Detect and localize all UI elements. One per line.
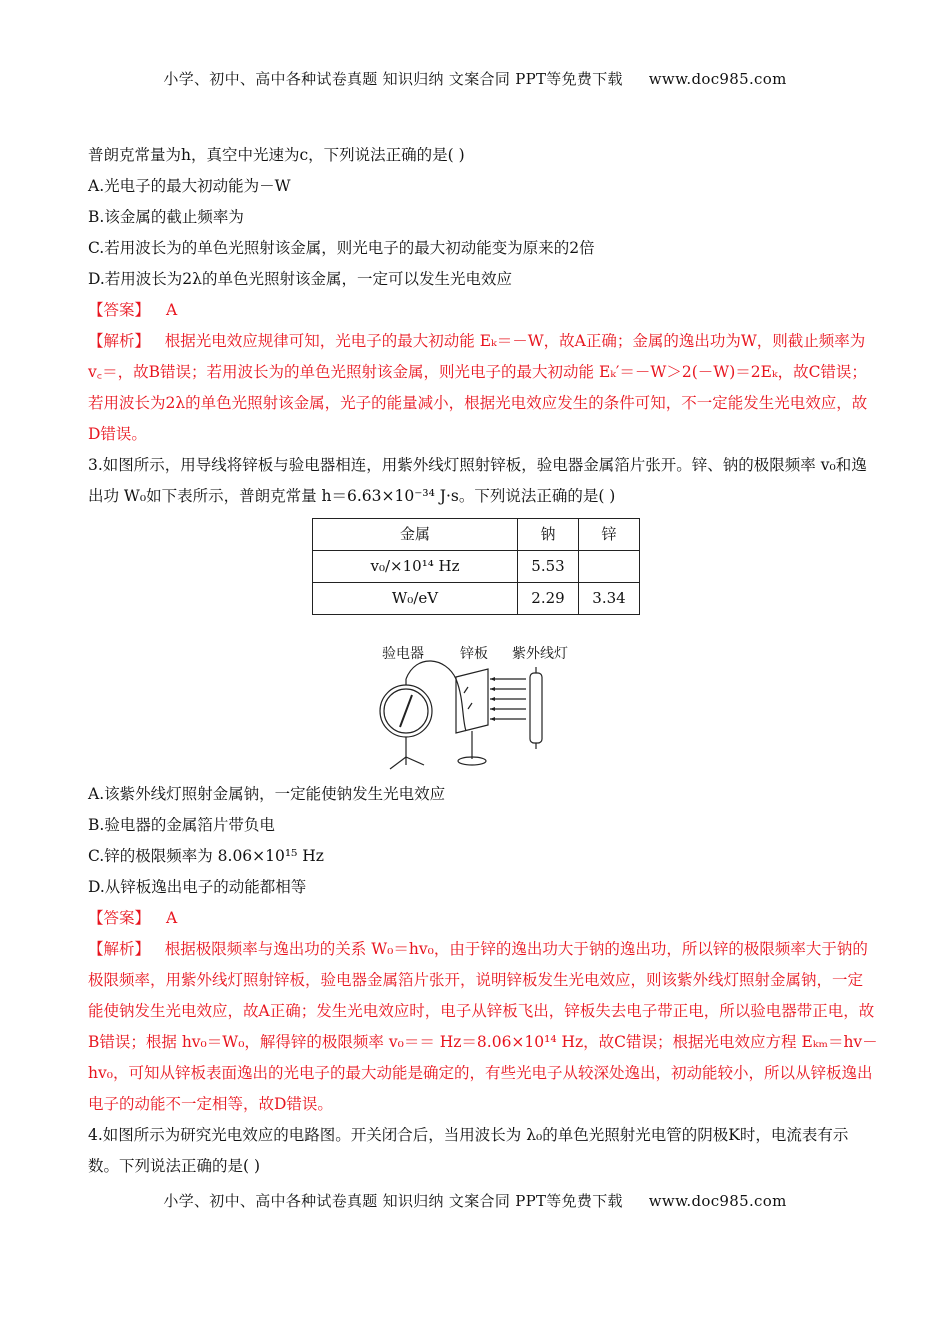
q3-option-d: D.从锌板逸出电子的动能都相等 [88, 878, 307, 896]
table-row [313, 551, 640, 583]
header-text: 小学、初中、高中各种试卷真题 知识归纳 文案合同 PPT等免费下载 [163, 70, 623, 88]
header-url[interactable]: www.doc985.com [648, 70, 787, 88]
connecting-wire [406, 661, 466, 731]
figure-label-electroscope: 验电器 [382, 646, 424, 662]
table-cell: 金属 [313, 519, 518, 551]
table-cell: v₀/×10¹⁴ Hz [313, 551, 518, 583]
apparatus-figure [376, 639, 592, 779]
q3-analysis-block [88, 934, 878, 1120]
q3-option-c: C.锌的极限频率为 8.06×10¹⁵ Hz [88, 847, 324, 865]
zinc-plate [456, 669, 488, 733]
q2-stem: 普朗克常量为h，真空中光速为c，下列说法正确的是( ) [88, 146, 465, 164]
q2-answer-tag: 【答案】 [88, 301, 151, 319]
q3-answer-tag: 【答案】 [88, 909, 151, 927]
apparatus-drawing [376, 639, 592, 779]
footer-url[interactable]: www.doc985.com [648, 1192, 787, 1210]
q3-option-b: B.验电器的金属箔片带负电 [88, 816, 275, 834]
q2-answer: A [166, 301, 178, 319]
q3-stem: 3.如图所示，用导线将锌板与验电器相连，用紫外线灯照射锌板，验电器金属箔片张开。锌、钠的极限频率 v₀和逸出功 W₀如下表所示，普朗克常量 h＝6.63×10⁻³⁴ J·s。下列说法正确的是( ) [88, 456, 867, 505]
table-cell: 3.34 [579, 583, 640, 615]
metal-table [312, 518, 640, 615]
figure-label-zinc-plate: 锌板 [460, 646, 488, 662]
q2-analysis-block [88, 326, 878, 450]
table-cell [579, 551, 640, 583]
page-header [0, 68, 950, 89]
q3-option-a: A.该紫外线灯照射金属钠，一定能使钠发生光电效应 [88, 785, 446, 803]
q2-option-d: D.若用波长为2λ的单色光照射该金属，一定可以发生光电效应 [88, 270, 512, 288]
table-cell: W₀/eV [313, 583, 518, 615]
q3-answer: A [166, 909, 178, 927]
table-cell: 钠 [518, 519, 579, 551]
uv-lamp-tube [530, 673, 542, 743]
table-cell: 2.29 [518, 583, 579, 615]
q2-option-c: C.若用波长为的单色光照射该金属，则光电子的最大初动能变为原来的2倍 [88, 239, 595, 257]
footer-text: 小学、初中、高中各种试卷真题 知识归纳 文案合同 PPT等免费下载 [163, 1192, 623, 1210]
q2-analysis: 根据光电效应规律可知，光电子的最大初动能 Eₖ＝－W，故A正确；金属的逸出功为W，则截止频率为 v꜀＝，故B错误；若用波长为的单色光照射该金属，则光电子的最大初动能 Eₖ′＝－W＞2(－W)＝2Eₖ，故C错误；若用波长为2λ的单色光照射该金属，光子的能量减小，根据光电效应发生的条件可知，不一定能发生光电效应，故D错误。 [88, 332, 868, 443]
table-cell: 锌 [579, 519, 640, 551]
q2-analysis-tag: 【解析】 [88, 332, 151, 350]
table-cell: 5.53 [518, 551, 579, 583]
q2-option-b: B.该金属的截止频率为 [88, 208, 244, 226]
q2-answer-row [88, 295, 878, 326]
document-body [88, 140, 878, 1182]
q2-option-a: A.光电子的最大初动能为－W [88, 177, 291, 195]
q4-stem: 4.如图所示为研究光电效应的电路图。开关闭合后，当用波长为 λ₀的单色光照射光电管的阴极K时，电流表有示数。下列说法正确的是( ) [88, 1126, 849, 1175]
table-header-row [313, 519, 640, 551]
q3-answer-row [88, 903, 878, 934]
q3-analysis: 根据极限频率与逸出功的关系 W₀＝hv₀，由于锌的逸出功大于钠的逸出功，所以锌的极限频率大于钠的极限频率，用紫外线灯照射锌板，验电器金属箔片张开，说明锌板发生光电效应，则该紫外线灯照射金属钠，一定能使钠发生光电效应，故A正确；发生光电效应时，电子从锌板飞出，锌板失去电子带正电，所以验电器带正电，故B错误；根据 hv₀＝W₀，解得锌的极限频率 v₀＝＝ Hz＝8.06×10¹⁴ Hz，故C错误；根据光电效应方程 Eₖₘ＝hv－hv₀，可知从锌板表面逸出的光电子的最大动能是确定的，有些光电子从较深处逸出，初动能较小，所以从锌板逸出电子的动能不一定相等，故D错误。 [88, 940, 878, 1113]
page-footer [0, 1190, 950, 1211]
table-row [313, 583, 640, 615]
figure-label-uv-lamp: 紫外线灯 [512, 646, 568, 662]
q3-analysis-tag: 【解析】 [88, 940, 151, 958]
